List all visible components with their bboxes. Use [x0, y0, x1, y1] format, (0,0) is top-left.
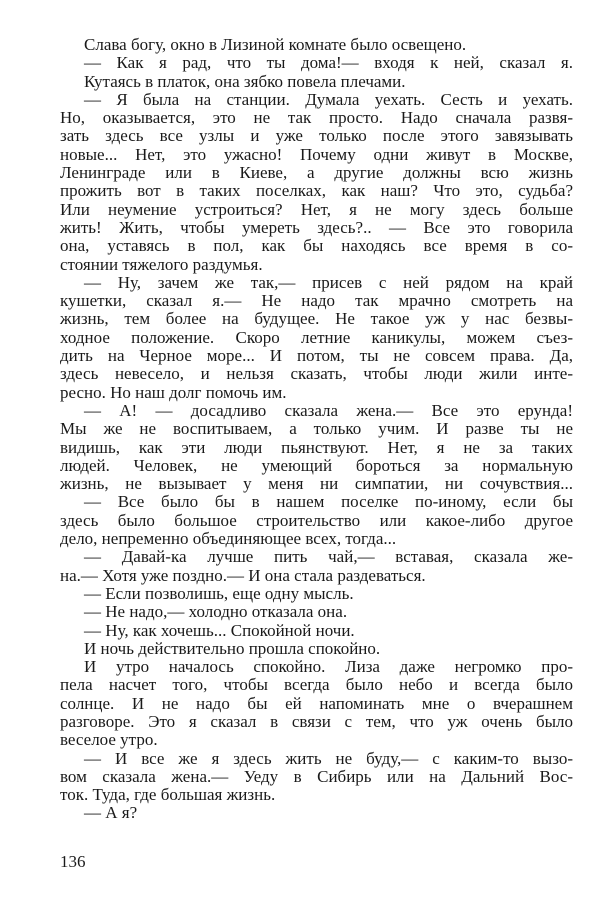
text-line: веселое утро.	[60, 730, 158, 750]
text-line: вом сказала жена.— Уеду в Сибирь или на Дальний Вос-	[60, 766, 573, 786]
text-line: ток. Туда, где большая жизнь.	[60, 785, 276, 805]
text-line: — И все же я здесь жить не буду,— с каким-то вызо-	[84, 748, 573, 768]
text-line: Слава богу, окно в Лизиной комнате было освещено.	[84, 35, 467, 54]
text-line: жить! Жить, чтобы умереть здесь?.. — Все это говорила	[60, 217, 573, 237]
text-line: — Не надо,— холодно отказала она.	[84, 602, 348, 622]
text-line: Ленинграде или в Киеве, а другие должны всю жизнь	[60, 163, 573, 183]
text-line: прожить вот в таких поселках, как наш? Что это, судьба?	[60, 181, 573, 201]
text-line: здесь невесело, и нельзя сказать, чтобы люди жили инте-	[60, 364, 573, 384]
book-page-text	[60, 36, 573, 823]
page-number: 136	[60, 852, 86, 871]
text-line: Или неумение устроиться? Нет, я не могу здесь больше	[60, 199, 573, 219]
text-line: стоянии тяжелого раздумья.	[60, 254, 263, 274]
text-line: на.— Хотя уже поздно.— И она стала раздеваться.	[60, 565, 426, 585]
text-line: — Ну, как хочешь... Спокойной ночи.	[84, 620, 355, 640]
text-line: — Я была на станции. Думала уехать. Сесть и уехать.	[84, 89, 573, 109]
text-line: она, уставясь в пол, как бы находясь все время в со-	[60, 236, 573, 256]
text-line: Кутаясь в платок, она зябко повела плечами.	[84, 71, 406, 91]
text-line: И утро началось спокойно. Лиза даже негромко про-	[84, 657, 573, 677]
text-line: Мы же не воспитываем, а только учим. И разве ты не	[60, 419, 573, 439]
text-line: ресно. Но наш долг помочь им.	[60, 382, 287, 402]
text-line: дело, непременно объединяющее всех, тогда...	[60, 529, 397, 549]
text-line: жизнь, тем более на будущее. Не такое уж у нас безвы-	[60, 309, 573, 329]
text-line: новые... Нет, это ужасно! Почему одни живут в Москве,	[60, 144, 573, 164]
text-line: ходное положение. Скоро летние каникулы, можем съез-	[60, 327, 573, 347]
text-line: — Все было бы в нашем поселке по-иному, если бы	[84, 492, 573, 512]
text-line: — А! — досадливо сказала жена.— Все это ерунда!	[84, 400, 573, 420]
text-line: — Если позволишь, еще одну мысль.	[84, 583, 354, 603]
text-line: разговоре. Это я сказал в связи с тем, что уж очень было	[60, 711, 573, 731]
text-line: людей. Человек, не умеющий бороться за нормальную	[60, 455, 573, 475]
text-line: — Как я рад, что ты дома!— входя к ней, сказал я.	[84, 53, 573, 73]
text-line: пела насчет того, чтобы всегда было небо и всегда было	[60, 675, 573, 695]
text-line: солнце. И не надо бы ей напоминать мне о вчерашнем	[60, 693, 573, 713]
text-line: здесь было большое строительство или какое-либо другое	[60, 510, 573, 530]
text-line: И ночь действительно прошла спокойно.	[84, 638, 381, 658]
text-line: — А я?	[84, 803, 138, 823]
text-line: видишь, как эти люди пьянствуют. Нет, я не за таких	[60, 437, 573, 457]
text-line: — Ну, зачем же так,— присев с ней рядом на край	[84, 272, 573, 292]
text-line: зать здесь все узлы и уже только после этого завязывать	[60, 126, 573, 146]
text-line: жизнь, не вызывает у меня ни симпатии, ни сочувствия...	[60, 474, 573, 494]
text-line: кушетки, сказал я.— Не надо так мрачно смотреть на	[60, 291, 573, 311]
text-line: Но, оказывается, это не так просто. Надо сначала развя-	[60, 108, 573, 128]
text-line: дить на Черное море... И потом, ты не совсем права. Да,	[60, 346, 573, 366]
text-line: — Давай-ка лучше пить чай,— вставая, сказала же-	[84, 547, 573, 567]
